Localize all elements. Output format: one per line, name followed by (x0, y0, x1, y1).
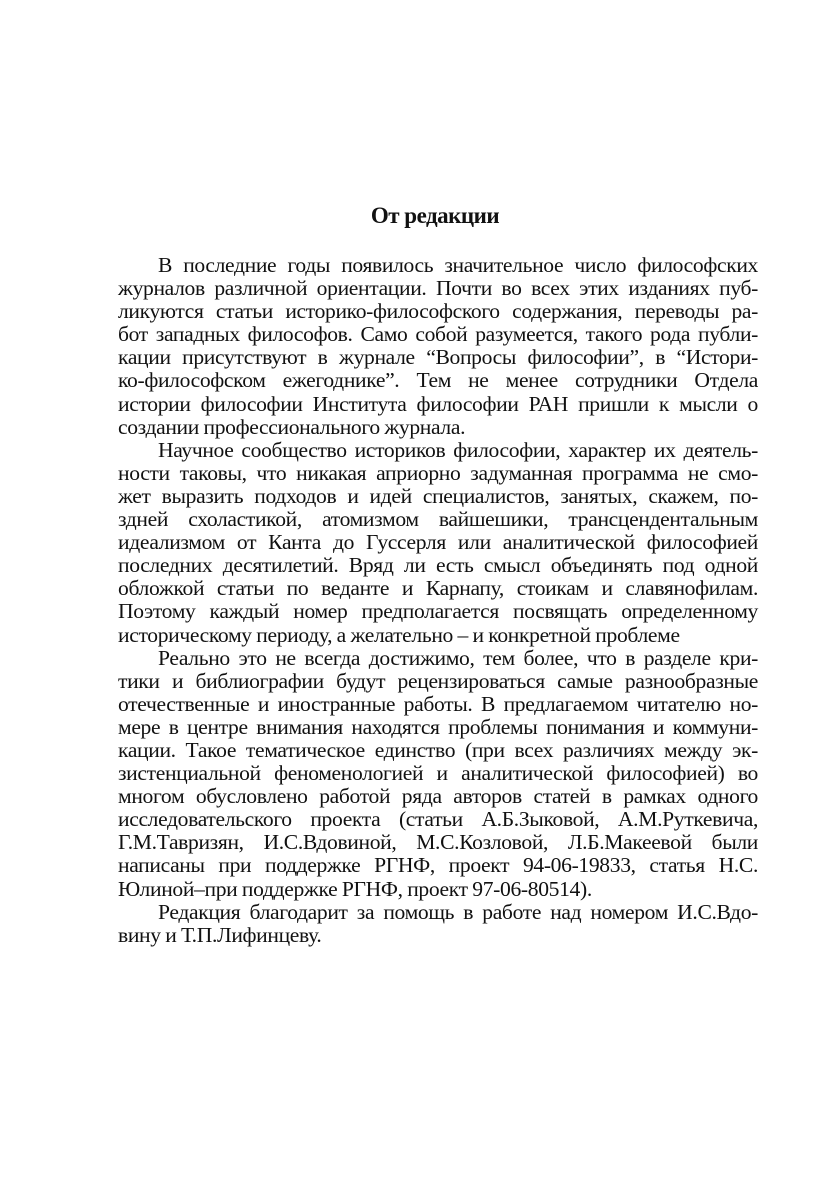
text-line: Г.М.Тавризян, И.С.Вдовиной, М.С.Козловой, Л.Б.Макеевой были (118, 830, 758, 855)
text-line: тики и библиографии будут рецензироваться самые разнообразные (118, 668, 758, 693)
text-line: последних десятилетий. Вряд ли есть смысл объединять под одной (118, 553, 758, 578)
text-line: здней схоластикой, атомизмом вайшешики, трансцендентальным (118, 507, 758, 532)
text-line: написаны при поддержке РГНФ, проект 94-06-19833, статья Н.С. (118, 853, 758, 878)
text-line: кации присутствуют в журнале “Вопросы философии”, в “Истори- (118, 345, 758, 370)
text-line: многом обусловлено работой ряда авторов статей в рамках одного (118, 784, 758, 809)
text-line: кации. Такое тематическое единство (при всех различиях между эк- (118, 737, 758, 762)
text-line: мере в центре внимания находятся проблемы понимания и коммуни- (118, 714, 758, 739)
text-line: истории философии Института философии РАН пришли к мысли о (118, 391, 758, 416)
paragraph-2 (118, 439, 758, 647)
text-line: В последние годы появилось значительное число философских (158, 253, 758, 277)
text-line: Редакция благодарит за помощь в работе над номером И.С.Вдо- (158, 899, 758, 924)
text-line: вину и Т.П.Лифинцеву. (118, 922, 322, 947)
text-line: Научное сообщество историков философии, характер их деятель- (158, 437, 758, 462)
page-title: От редакции (370, 203, 500, 228)
text-line: Поэтому каждый номер предполагается посвящать определенному (118, 599, 758, 624)
paragraph-3 (118, 647, 758, 901)
body-text (118, 254, 758, 947)
text-line: бот западных философов. Само собой разумеется, такого рода публи- (118, 322, 758, 347)
text-line: ности таковы, что никакая априорно задуманная программа не смо- (118, 460, 758, 485)
text-line: зистенциальной феноменологией и аналитической философией) во (118, 761, 758, 786)
text-line: ликуются статьи историко-философского содержания, переводы ра- (118, 299, 758, 324)
paragraph-1 (118, 254, 758, 439)
text-line: обложкой статьи по веданте и Карнапу, стоикам и славянофилам. (118, 576, 758, 601)
text-line: жет выразить подходов и идей специалистов, занятых, скажем, по- (118, 483, 758, 508)
text-line: отечественные и иностранные работы. В предлагаемом читателю но- (118, 691, 758, 716)
text-line: создании профессионального журнала. (118, 414, 466, 439)
text-line: идеализмом от Канта до Гуссерля или аналитической философией (118, 530, 758, 555)
text-line: историческому периоду, а желательно – и конкретной проблеме (118, 622, 680, 647)
text-line: Юлиной–при поддержке РГНФ, проект 97-06-80514). (118, 876, 592, 901)
text-line: Реально это не всегда достижимо, тем более, что в разделе кри- (158, 645, 758, 670)
text-line: ко-философском ежегоднике”. Тем не менее сотрудники Отдела (118, 368, 758, 393)
text-line: журналов различной ориентации. Почти во всех этих изданиях пуб- (118, 276, 758, 301)
paragraph-4 (118, 901, 758, 947)
text-line: исследовательского проекта (статьи А.Б.Зыковой, А.М.Руткевича, (118, 807, 758, 832)
